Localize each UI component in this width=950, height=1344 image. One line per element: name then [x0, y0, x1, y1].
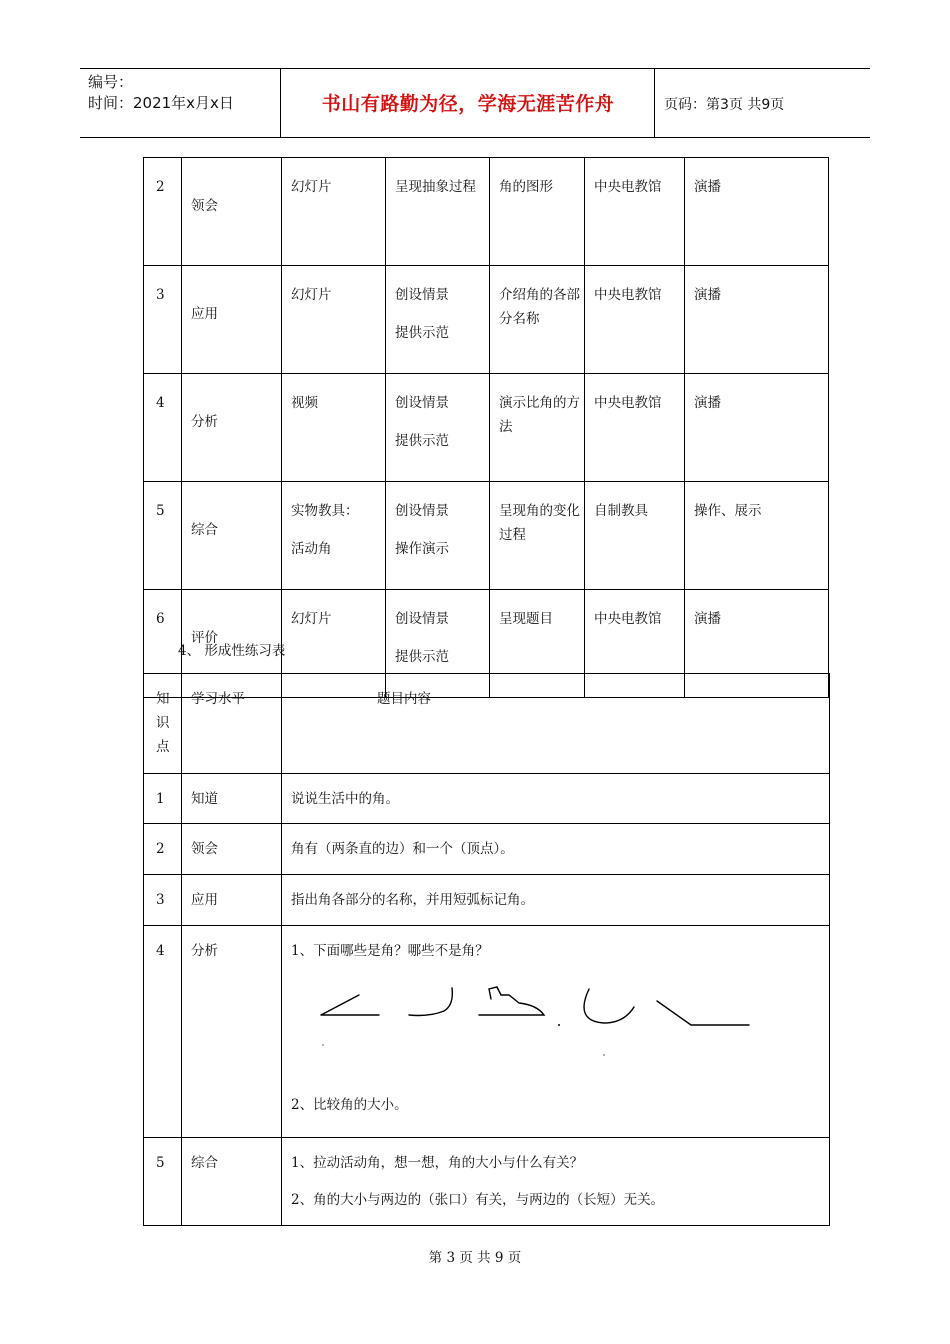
row-number: 3 [144, 875, 182, 926]
table-row [144, 824, 830, 875]
media-line: 视频 [291, 395, 318, 411]
dot-mark [322, 1044, 323, 1045]
angle-figure-acute [321, 995, 379, 1015]
row-number: 2 [144, 158, 182, 266]
media-type [282, 374, 386, 482]
curve-figure [409, 988, 452, 1016]
role-line: 提供示范 [395, 433, 449, 449]
media-role [386, 266, 490, 374]
question-line: 指出角各部分的名称，并用短弧标记角。 [291, 892, 534, 908]
row-number: 2 [144, 824, 182, 875]
question-content [282, 774, 830, 824]
media-content: 呈现题目 [490, 590, 585, 698]
table-row [144, 482, 829, 590]
media-type [282, 482, 386, 590]
question-content [282, 926, 830, 1138]
media-line: 幻灯片 [291, 179, 332, 195]
learning-level: 应用 [182, 875, 282, 926]
page-code: 页码：第3页 共9页 [664, 97, 785, 113]
header-learning-level: 学习水平 [182, 674, 282, 774]
learning-level: 领会 [182, 158, 282, 266]
media-source: 中央电教馆 [585, 158, 685, 266]
question-line: 2、比较角的大小。 [291, 1097, 408, 1113]
question-line: 说说生活中的角。 [291, 791, 399, 807]
curve-figure [584, 989, 634, 1023]
media-content: 角的图形 [490, 158, 585, 266]
learning-level: 知道 [182, 774, 282, 824]
media-content: 呈现角的变化过程 [490, 482, 585, 590]
question-line: 角有（两条直的边）和一个（顶点）。 [291, 841, 514, 857]
learning-level: 综合 [182, 1138, 282, 1226]
angle-figures [319, 973, 839, 1083]
media-table [143, 157, 829, 698]
table-row [144, 266, 829, 374]
row-number: 3 [144, 266, 182, 374]
media-source: 自制教具 [585, 482, 685, 590]
learning-level: 综合 [182, 482, 282, 590]
role-line: 操作演示 [395, 541, 449, 557]
media-content: 介绍角的各部分名称 [490, 266, 585, 374]
table-row [144, 875, 830, 926]
media-type [282, 266, 386, 374]
learning-level: 领会 [182, 824, 282, 875]
table-header-row [144, 674, 830, 774]
role-line: 提供示范 [395, 649, 449, 665]
usage-method: 演播 [685, 374, 829, 482]
table-row [144, 774, 830, 824]
media-line: 活动角 [291, 541, 332, 557]
table-row [144, 374, 829, 482]
header-knowledge-point: 知识点 [144, 674, 182, 774]
question-line: 1、下面哪些是角？哪些不是角？ [291, 943, 489, 959]
role-line: 创设情景 [395, 395, 449, 411]
table-row [144, 1138, 830, 1226]
media-line: 幻灯片 [291, 287, 332, 303]
media-source: 中央电教馆 [585, 590, 685, 698]
row-number: 5 [144, 1138, 182, 1226]
role-line: 创设情景 [395, 611, 449, 627]
media-source: 中央电教馆 [585, 374, 685, 482]
table-row [144, 158, 829, 266]
question-content [282, 875, 830, 926]
media-type [282, 158, 386, 266]
exercise-table [143, 673, 830, 1226]
usage-method: 演播 [685, 266, 829, 374]
learning-level: 应用 [182, 266, 282, 374]
angle-figure-obtuse [657, 1001, 749, 1025]
page-header [80, 68, 870, 138]
media-role [386, 158, 490, 266]
media-content: 演示比角的方法 [490, 374, 585, 482]
row-number: 4 [144, 926, 182, 1138]
role-line: 创设情景 [395, 287, 449, 303]
media-source: 中央电教馆 [585, 266, 685, 374]
media-role [386, 374, 490, 482]
motto: 书山有路勤为径，学海无涯苦作舟 [321, 93, 615, 115]
dot-mark [603, 1054, 604, 1055]
question-line: 1、拉动活动角，想一想，角的大小与什么有关？ [291, 1155, 584, 1171]
table-row [144, 926, 830, 1138]
row-number: 5 [144, 482, 182, 590]
question-content [282, 824, 830, 875]
learning-level: 分析 [182, 926, 282, 1138]
usage-method: 操作、展示 [685, 482, 829, 590]
zigzag-figure [479, 987, 544, 1015]
time-label: 时间：2021年x月x日 [88, 94, 234, 112]
row-number: 6 [144, 590, 182, 698]
role-line: 创设情景 [395, 503, 449, 519]
role-line: 呈现抽象过程 [395, 179, 476, 195]
serial-label: 编号： [88, 73, 134, 91]
learning-level: 评价 [182, 590, 282, 698]
row-number: 1 [144, 774, 182, 824]
header-question-content: 题目内容 [282, 674, 830, 774]
usage-method: 演播 [685, 158, 829, 266]
media-role [386, 482, 490, 590]
header-meta [88, 72, 234, 114]
media-line: 幻灯片 [291, 611, 332, 627]
question-content [282, 1138, 830, 1226]
role-line: 提供示范 [395, 325, 449, 341]
learning-level: 分析 [182, 374, 282, 482]
header-divider [280, 69, 281, 137]
media-line: 实物教具： [291, 503, 359, 519]
usage-method: 演播 [685, 590, 829, 698]
question-line: 2、角的大小与两边的（张口）有关，与两边的（长短）无关。 [291, 1192, 665, 1208]
row-number: 4 [144, 374, 182, 482]
page-footer: 第 3 页 共 9 页 [428, 1250, 522, 1266]
dot-mark [558, 1024, 560, 1026]
header-divider [654, 69, 655, 137]
section-title: 4、 形成性练习表 [178, 643, 286, 659]
